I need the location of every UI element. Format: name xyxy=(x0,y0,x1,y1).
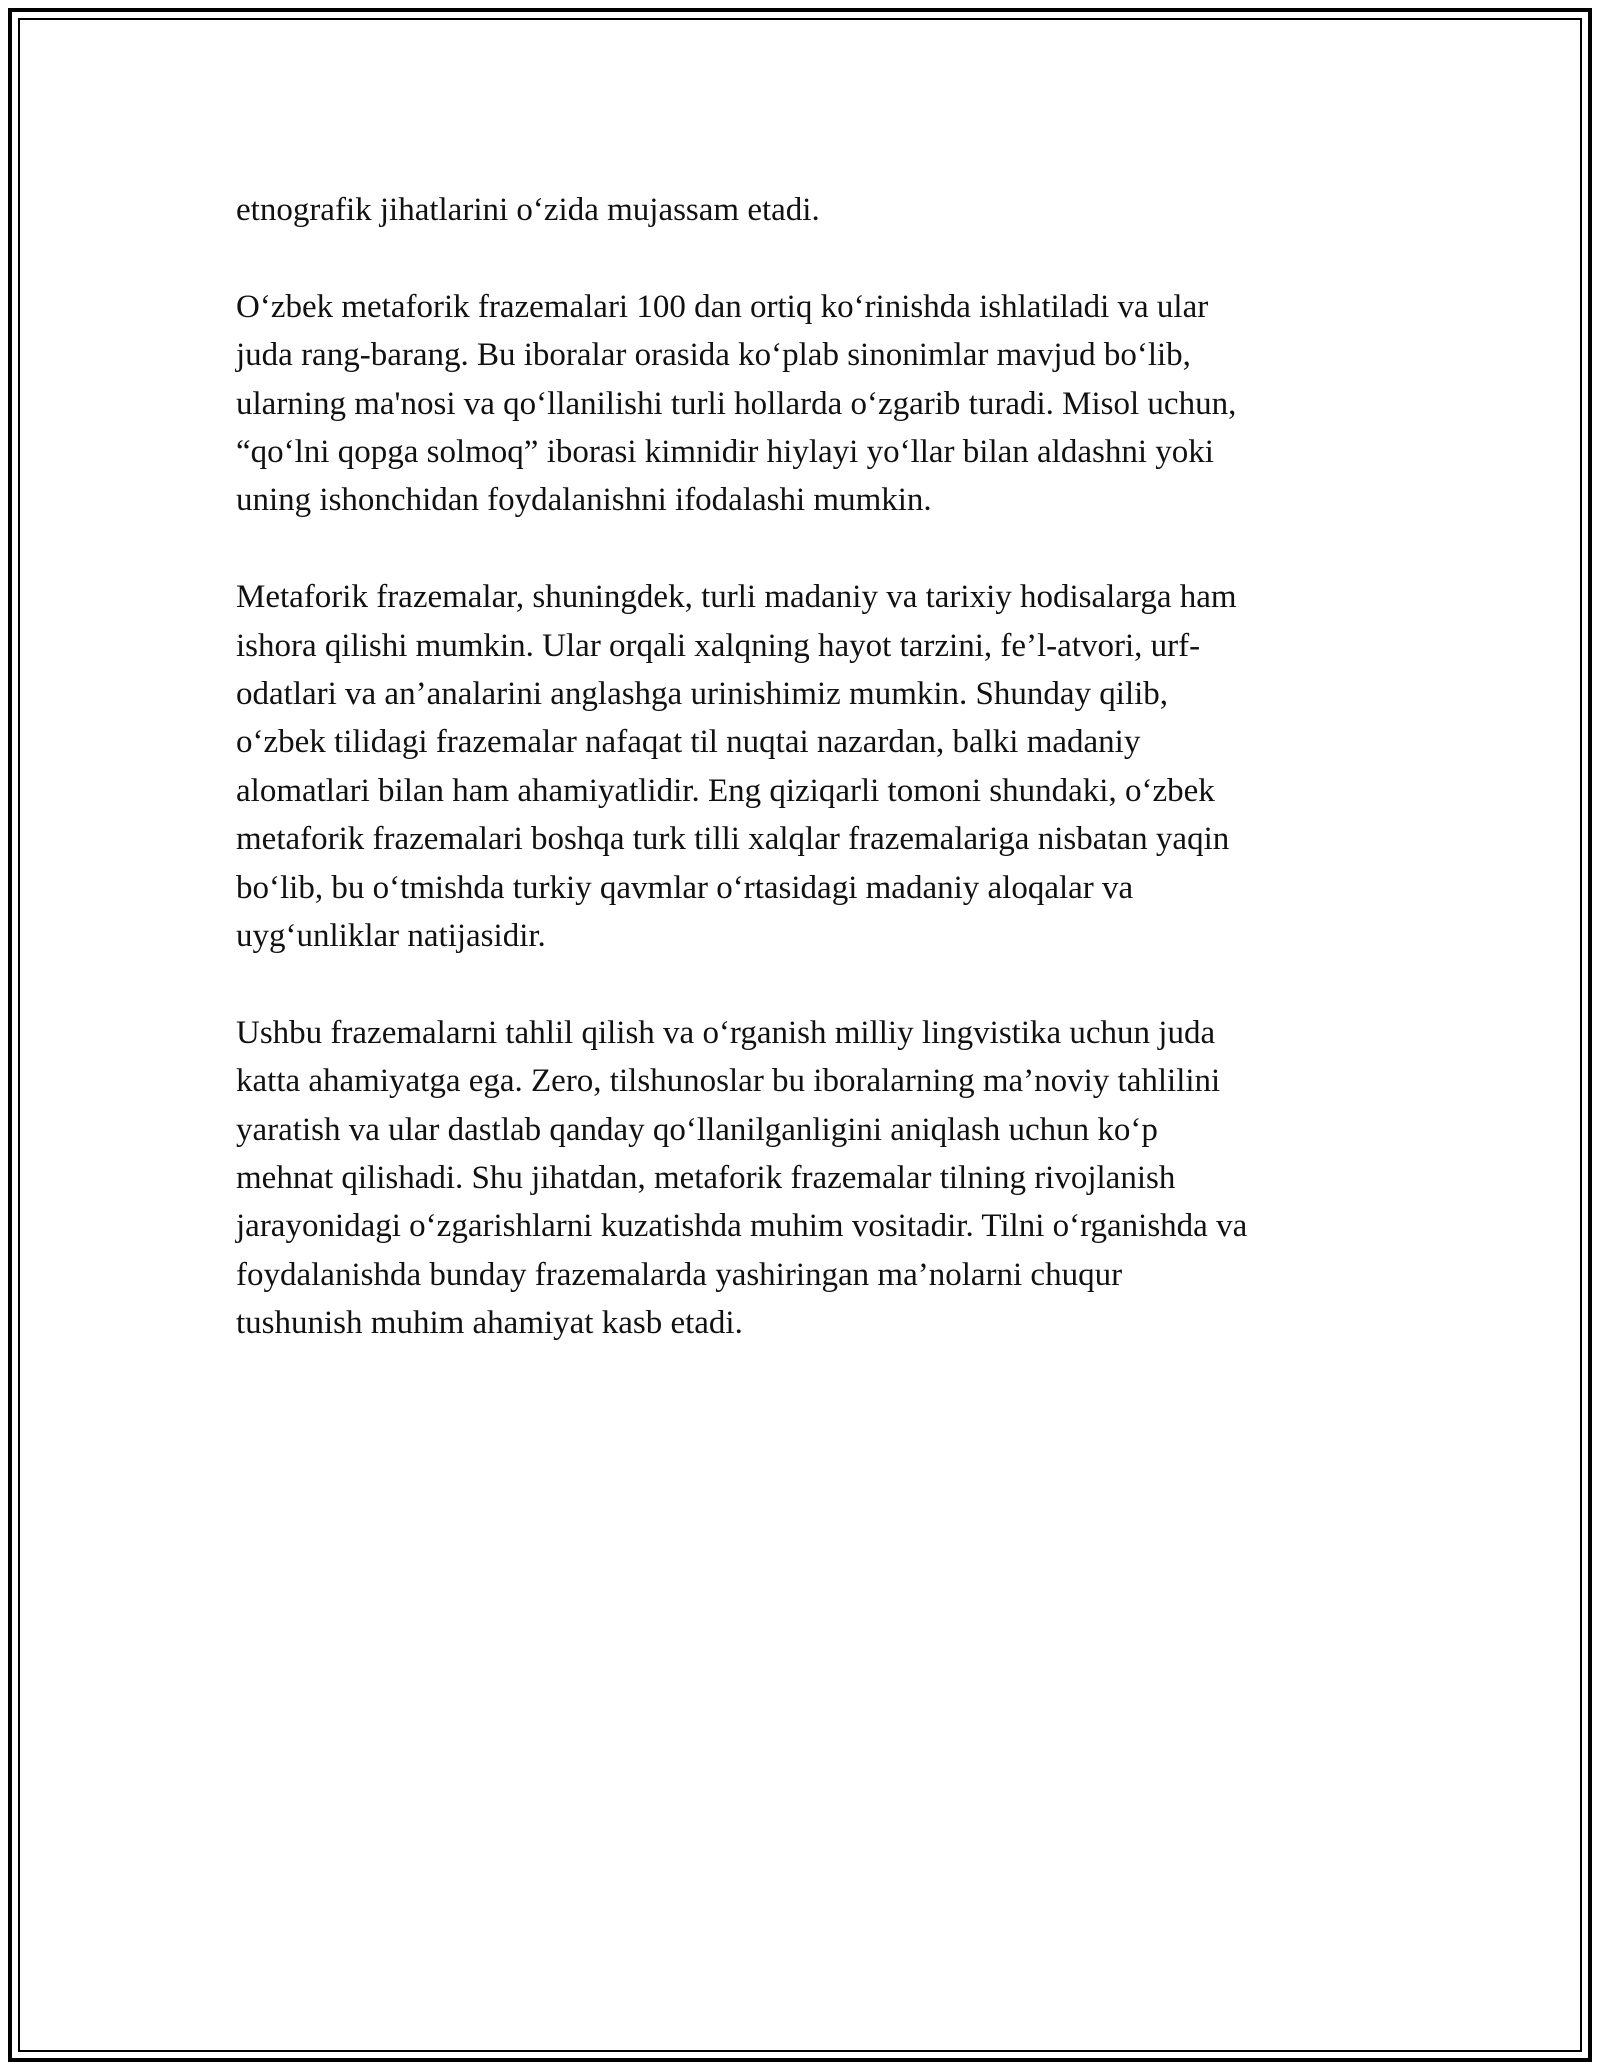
text-line: foydalanishda bunday frazemalarda yashiringan ma’nolarni chuqur xyxy=(236,1256,1123,1293)
text-line: mehnat qilishadi. Shu jihatdan, metaforik frazemalar tilning rivojlanish xyxy=(236,1160,1176,1197)
text-line: o‘zbek tilidagi frazemalar nafaqat til nuqtai nazardan, balki madaniy xyxy=(236,724,1141,761)
paragraph-3 xyxy=(236,573,1376,960)
text-line: O‘zbek metaforik frazemalari 100 dan ortiq ko‘rinishda ishlatiladi va ular xyxy=(236,288,1209,325)
document-body xyxy=(236,186,1376,1396)
text-line: katta ahamiyatga ega. Zero, tilshunoslar bu iboralarning ma’noviy tahlilini xyxy=(236,1063,1221,1100)
text-line: ularning ma'nosi va qo‘llanilishi turli hollarda o‘zgarib turadi. Misol uchun, xyxy=(236,385,1237,422)
text-line: Ushbu frazemalarni tahlil qilish va o‘rganish milliy lingvistika uchun juda xyxy=(236,1014,1216,1051)
text-line: metaforik frazemalari boshqa turk tilli xalqlar frazemalariga nisbatan yaqin xyxy=(236,821,1230,858)
text-line: juda rang-barang. Bu iboralar orasida ko‘plab sinonimlar mavjud bo‘lib, xyxy=(236,337,1191,374)
text-line: tushunish muhim ahamiyat kasb etadi. xyxy=(236,1305,743,1342)
text-line: etnografik jihatlarini o‘zida mujassam etadi. xyxy=(236,192,820,228)
text-line: Metaforik frazemalar, shuningdek, turli madaniy va tarixiy hodisalarga ham xyxy=(236,579,1237,616)
text-line: ishora qilishi mumkin. Ular orqali xalqning hayot tarzini, fe’l-atvori, urf- xyxy=(236,627,1201,664)
text-line: uning ishonchidan foydalanishni ifodalashi mumkin. xyxy=(236,482,932,519)
paragraph-1 xyxy=(236,186,1376,234)
text-line: “qo‘lni qopga solmoq” iborasi kimnidir hiylayi yo‘llar bilan aldashni yoki xyxy=(236,434,1214,471)
text-line: alomatlari bilan ham ahamiyatlidir. Eng qiziqarli tomoni shundaki, o‘zbek xyxy=(236,772,1215,809)
text-line: jarayonidagi o‘zgarishlarni kuzatishda muhim vositadir. Tilni o‘rganishda va xyxy=(236,1208,1248,1245)
paragraph-4 xyxy=(236,1009,1376,1348)
text-line: odatlari va an’analarini anglashga urinishimiz mumkin. Shunday qilib, xyxy=(236,676,1169,713)
text-line: uyg‘unliklar natijasidir. xyxy=(236,918,546,955)
text-line: bo‘lib, bu o‘tmishda turkiy qavmlar o‘rtasidagi madaniy aloqalar va xyxy=(236,869,1134,906)
paragraph-2 xyxy=(236,283,1376,525)
text-line: yaratish va ular dastlab qanday qo‘llanilganligini aniqlash uchun ko‘p xyxy=(236,1111,1158,1148)
